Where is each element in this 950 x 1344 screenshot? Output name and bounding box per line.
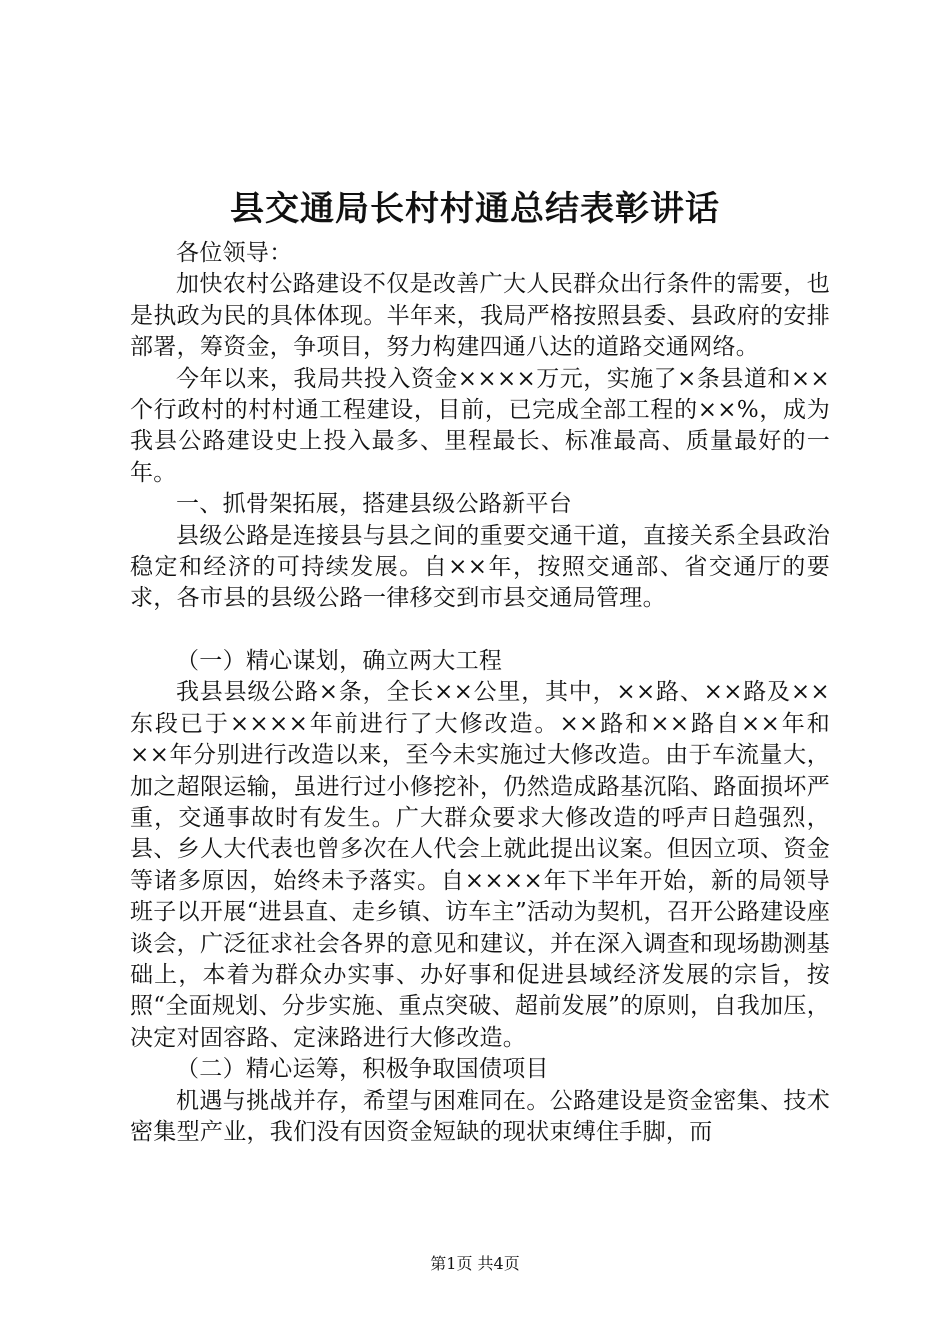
paragraph-summary: 今年以来，我局共投入资金××××万元，实施了×条县道和××个行政村的村村通工程建设，目前，已完成全部工程的××%，成为我县公路建设史上投入最多、里程最长、标准最高、质量最好的一年。 [130, 365, 830, 486]
section-heading-1: 一、抓骨架拓展，搭建县级公路新平台 [176, 491, 573, 518]
subsection-heading-1: （一）精心谋划，确立两大工程 [176, 647, 503, 674]
paragraph-intro: 加快农村公路建设不仅是改善广大人民群众出行条件的需要，也是执政为民的具体体现。半年来，我局严格按照县委、县政府的安排部署，筹资金，争项目，努力构建四通八达的道路交通网络。 [130, 271, 830, 361]
paragraph-road-renovation: 我县县级公路×条，全长××公里，其中，××路、××路及××东段已于××××年前进行了大修改造。××路和××路自××年和××年分别进行改造以来，至今未实施过大修改造。由于车流量大，加之超限运输，虽进行过小修挖补，仍然造成路基沉陷、路面损坏严重，交通事故时有发生。广大群众要求大修改造的呼声日趋强烈，县、乡人大代表也曾多次在人代会上就此提出议案。但因立项、资金等诸多原因，始终未予落实。自××××年下半年开始，新的局领导班子以开展“进县直、走乡镇、访车主”活动为契机，召开公路建设座谈会，广泛征求社会各界的意见和建议，并在深入调查和现场勘测基础上，本着为群众办实事、办好事和促进县域经济发展的宗旨，按照“全面规划、分步实施、重点突破、超前发展”的原则，自我加压，决定对固容路、定涞路进行大修改造。 [130, 679, 830, 1051]
salutation: 各位领导： [176, 240, 293, 266]
document-body [130, 238, 830, 1148]
subsection-heading-2: （二）精心运筹，积极争取国债项目 [176, 1056, 549, 1083]
paragraph-opportunity: 机遇与挑战并存，希望与困难同在。公路建设是资金密集、技术密集型产业，我们没有因资金短缺的现状束缚住手脚，而 [130, 1087, 830, 1145]
document-title: 县交通局长村村通总结表彰讲话 [230, 189, 720, 229]
page-footer: 第1页 共4页 [430, 1254, 520, 1273]
paragraph-county-roads: 县级公路是连接县与县之间的重要交通干道，直接关系全县政治稳定和经济的可持续发展。自××年，按照交通部、省交通厅的要求，各市县的县级公路一律移交到市县交通局管理。 [130, 522, 830, 612]
